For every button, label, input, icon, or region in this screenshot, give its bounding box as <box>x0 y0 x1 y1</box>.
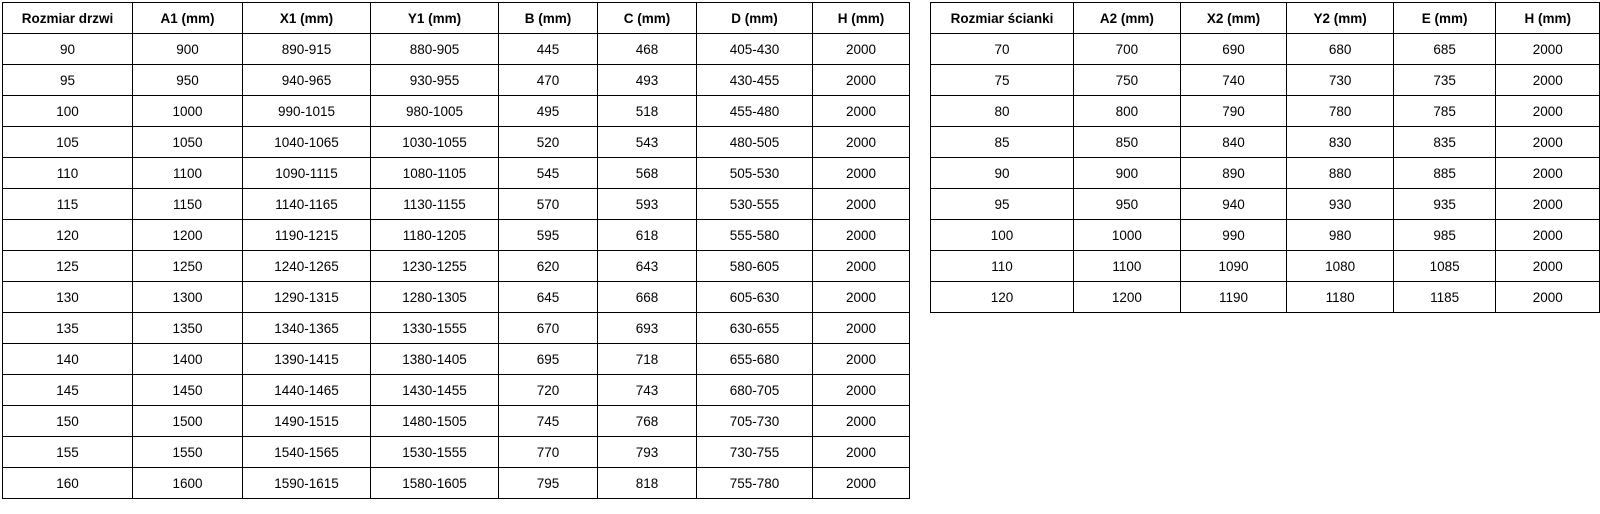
table-row <box>931 65 1600 96</box>
doors-cell: 1580-1605 <box>371 468 499 499</box>
doors-cell: 2000 <box>813 251 910 282</box>
doors-cell: 1200 <box>133 220 243 251</box>
walls-cell: 885 <box>1393 158 1496 189</box>
walls-cell: 75 <box>931 65 1074 96</box>
doors-cell: 668 <box>598 282 697 313</box>
walls-cell: 930 <box>1287 189 1394 220</box>
walls-table-body <box>931 34 1600 313</box>
doors-cell: 1300 <box>133 282 243 313</box>
walls-cell: 980 <box>1287 220 1394 251</box>
doors-cell: 520 <box>499 127 598 158</box>
doors-cell: 505-530 <box>697 158 813 189</box>
doors-cell: 880-905 <box>371 34 499 65</box>
doors-cell: 890-915 <box>243 34 371 65</box>
doors-cell: 720 <box>499 375 598 406</box>
doors-cell: 2000 <box>813 375 910 406</box>
doors-cell: 155 <box>3 437 133 468</box>
walls-cell: 1000 <box>1074 220 1181 251</box>
table-row <box>3 375 910 406</box>
table-row <box>931 251 1600 282</box>
doors-cell: 125 <box>3 251 133 282</box>
doors-cell: 493 <box>598 65 697 96</box>
doors-cell: 543 <box>598 127 697 158</box>
walls-cell: 935 <box>1393 189 1496 220</box>
doors-cell: 100 <box>3 96 133 127</box>
doors-cell: 468 <box>598 34 697 65</box>
table-row <box>931 96 1600 127</box>
doors-cell: 1030-1055 <box>371 127 499 158</box>
doors-cell: 1330-1555 <box>371 313 499 344</box>
walls-cell: 730 <box>1287 65 1394 96</box>
table-row <box>3 127 910 158</box>
walls-column-header: E (mm) <box>1393 3 1496 34</box>
doors-cell: 2000 <box>813 282 910 313</box>
doors-cell: 545 <box>499 158 598 189</box>
table-row <box>3 158 910 189</box>
doors-table-container <box>2 2 910 499</box>
walls-cell: 840 <box>1180 127 1287 158</box>
table-row <box>3 406 910 437</box>
doors-dimensions-table <box>2 2 910 499</box>
doors-cell: 445 <box>499 34 598 65</box>
walls-cell: 830 <box>1287 127 1394 158</box>
doors-cell: 768 <box>598 406 697 437</box>
walls-cell: 680 <box>1287 34 1394 65</box>
walls-cell: 2000 <box>1496 65 1600 96</box>
doors-cell: 1350 <box>133 313 243 344</box>
doors-cell: 618 <box>598 220 697 251</box>
doors-cell: 2000 <box>813 189 910 220</box>
walls-cell: 890 <box>1180 158 1287 189</box>
doors-cell: 2000 <box>813 158 910 189</box>
doors-cell: 693 <box>598 313 697 344</box>
doors-cell: 718 <box>598 344 697 375</box>
doors-cell: 150 <box>3 406 133 437</box>
doors-cell: 818 <box>598 468 697 499</box>
doors-cell: 1000 <box>133 96 243 127</box>
doors-cell: 2000 <box>813 34 910 65</box>
walls-cell: 1190 <box>1180 282 1287 313</box>
doors-cell: 555-580 <box>697 220 813 251</box>
doors-cell: 605-630 <box>697 282 813 313</box>
doors-cell: 110 <box>3 158 133 189</box>
table-header-row <box>3 3 910 34</box>
doors-cell: 470 <box>499 65 598 96</box>
doors-cell: 643 <box>598 251 697 282</box>
walls-column-header: Rozmiar ścianki <box>931 3 1074 34</box>
doors-cell: 2000 <box>813 437 910 468</box>
doors-cell: 2000 <box>813 96 910 127</box>
doors-cell: 2000 <box>813 468 910 499</box>
table-row <box>3 437 910 468</box>
walls-cell: 80 <box>931 96 1074 127</box>
doors-cell: 1290-1315 <box>243 282 371 313</box>
walls-cell: 785 <box>1393 96 1496 127</box>
walls-cell: 110 <box>931 251 1074 282</box>
table-row <box>3 344 910 375</box>
doors-cell: 95 <box>3 65 133 96</box>
walls-cell: 750 <box>1074 65 1181 96</box>
table-row <box>3 251 910 282</box>
walls-cell: 1085 <box>1393 251 1496 282</box>
doors-cell: 620 <box>499 251 598 282</box>
table-row <box>931 220 1600 251</box>
doors-cell: 950 <box>133 65 243 96</box>
doors-cell: 1500 <box>133 406 243 437</box>
walls-cell: 120 <box>931 282 1074 313</box>
doors-cell: 755-780 <box>697 468 813 499</box>
walls-cell: 700 <box>1074 34 1181 65</box>
doors-column-header: X1 (mm) <box>243 3 371 34</box>
walls-cell: 1180 <box>1287 282 1394 313</box>
doors-cell: 1080-1105 <box>371 158 499 189</box>
table-row <box>3 65 910 96</box>
doors-cell: 1540-1565 <box>243 437 371 468</box>
doors-cell: 145 <box>3 375 133 406</box>
doors-cell: 1130-1155 <box>371 189 499 220</box>
walls-cell: 70 <box>931 34 1074 65</box>
doors-cell: 900 <box>133 34 243 65</box>
doors-cell: 680-705 <box>697 375 813 406</box>
doors-cell: 530-555 <box>697 189 813 220</box>
doors-cell: 795 <box>499 468 598 499</box>
doors-cell: 580-605 <box>697 251 813 282</box>
doors-cell: 1140-1165 <box>243 189 371 220</box>
doors-cell: 695 <box>499 344 598 375</box>
doors-cell: 743 <box>598 375 697 406</box>
doors-cell: 990-1015 <box>243 96 371 127</box>
doors-cell: 130 <box>3 282 133 313</box>
doors-cell: 593 <box>598 189 697 220</box>
walls-cell: 740 <box>1180 65 1287 96</box>
doors-column-header: A1 (mm) <box>133 3 243 34</box>
walls-cell: 790 <box>1180 96 1287 127</box>
walls-cell: 850 <box>1074 127 1181 158</box>
table-row <box>3 468 910 499</box>
walls-column-header: Y2 (mm) <box>1287 3 1394 34</box>
doors-cell: 120 <box>3 220 133 251</box>
doors-cell: 1590-1615 <box>243 468 371 499</box>
doors-cell: 1230-1255 <box>371 251 499 282</box>
walls-cell: 800 <box>1074 96 1181 127</box>
doors-cell: 1400 <box>133 344 243 375</box>
doors-cell: 1480-1505 <box>371 406 499 437</box>
doors-cell: 1150 <box>133 189 243 220</box>
doors-cell: 2000 <box>813 406 910 437</box>
walls-cell: 2000 <box>1496 96 1600 127</box>
doors-cell: 705-730 <box>697 406 813 437</box>
doors-cell: 1100 <box>133 158 243 189</box>
doors-cell: 1090-1115 <box>243 158 371 189</box>
doors-column-header: Rozmiar drzwi <box>3 3 133 34</box>
doors-cell: 455-480 <box>697 96 813 127</box>
doors-cell: 405-430 <box>697 34 813 65</box>
doors-cell: 793 <box>598 437 697 468</box>
table-row <box>931 189 1600 220</box>
doors-cell: 2000 <box>813 220 910 251</box>
table-header-row <box>931 3 1600 34</box>
doors-cell: 2000 <box>813 344 910 375</box>
doors-column-header: C (mm) <box>598 3 697 34</box>
walls-cell: 2000 <box>1496 251 1600 282</box>
walls-cell: 880 <box>1287 158 1394 189</box>
doors-cell: 1450 <box>133 375 243 406</box>
doors-cell: 115 <box>3 189 133 220</box>
walls-cell: 2000 <box>1496 282 1600 313</box>
doors-cell: 1050 <box>133 127 243 158</box>
walls-table-container <box>930 2 1600 313</box>
doors-cell: 105 <box>3 127 133 158</box>
doors-column-header: D (mm) <box>697 3 813 34</box>
table-row <box>3 220 910 251</box>
walls-cell: 85 <box>931 127 1074 158</box>
walls-cell: 2000 <box>1496 127 1600 158</box>
doors-table-header <box>3 3 910 34</box>
walls-dimensions-table <box>930 2 1600 313</box>
walls-cell: 780 <box>1287 96 1394 127</box>
doors-cell: 2000 <box>813 127 910 158</box>
walls-cell: 2000 <box>1496 34 1600 65</box>
walls-cell: 900 <box>1074 158 1181 189</box>
doors-table-body <box>3 34 910 499</box>
walls-cell: 835 <box>1393 127 1496 158</box>
doors-column-header: Y1 (mm) <box>371 3 499 34</box>
doors-cell: 90 <box>3 34 133 65</box>
walls-cell: 1200 <box>1074 282 1181 313</box>
table-row <box>3 96 910 127</box>
doors-cell: 1390-1415 <box>243 344 371 375</box>
doors-cell: 1280-1305 <box>371 282 499 313</box>
walls-cell: 1100 <box>1074 251 1181 282</box>
walls-column-header: H (mm) <box>1496 3 1600 34</box>
doors-cell: 1490-1515 <box>243 406 371 437</box>
walls-cell: 1080 <box>1287 251 1394 282</box>
doors-cell: 160 <box>3 468 133 499</box>
walls-cell: 1185 <box>1393 282 1496 313</box>
doors-cell: 1440-1465 <box>243 375 371 406</box>
walls-cell: 735 <box>1393 65 1496 96</box>
doors-cell: 1190-1215 <box>243 220 371 251</box>
doors-cell: 135 <box>3 313 133 344</box>
walls-column-header: X2 (mm) <box>1180 3 1287 34</box>
doors-cell: 1240-1265 <box>243 251 371 282</box>
table-row <box>3 282 910 313</box>
doors-cell: 1180-1205 <box>371 220 499 251</box>
doors-cell: 745 <box>499 406 598 437</box>
walls-cell: 2000 <box>1496 189 1600 220</box>
table-row <box>931 127 1600 158</box>
doors-cell: 140 <box>3 344 133 375</box>
doors-cell: 595 <box>499 220 598 251</box>
table-row <box>931 158 1600 189</box>
table-row <box>931 282 1600 313</box>
walls-cell: 90 <box>931 158 1074 189</box>
table-row <box>3 313 910 344</box>
walls-cell: 95 <box>931 189 1074 220</box>
doors-column-header: H (mm) <box>813 3 910 34</box>
doors-cell: 570 <box>499 189 598 220</box>
walls-cell: 1090 <box>1180 251 1287 282</box>
walls-cell: 2000 <box>1496 158 1600 189</box>
walls-cell: 940 <box>1180 189 1287 220</box>
walls-cell: 690 <box>1180 34 1287 65</box>
doors-cell: 1040-1065 <box>243 127 371 158</box>
doors-cell: 670 <box>499 313 598 344</box>
doors-cell: 430-455 <box>697 65 813 96</box>
table-row <box>3 189 910 220</box>
doors-cell: 655-680 <box>697 344 813 375</box>
walls-cell: 2000 <box>1496 220 1600 251</box>
doors-cell: 1380-1405 <box>371 344 499 375</box>
doors-cell: 1340-1365 <box>243 313 371 344</box>
walls-cell: 100 <box>931 220 1074 251</box>
walls-cell: 990 <box>1180 220 1287 251</box>
doors-column-header: B (mm) <box>499 3 598 34</box>
doors-cell: 518 <box>598 96 697 127</box>
doors-cell: 1530-1555 <box>371 437 499 468</box>
doors-cell: 980-1005 <box>371 96 499 127</box>
table-row <box>3 34 910 65</box>
doors-cell: 495 <box>499 96 598 127</box>
doors-cell: 730-755 <box>697 437 813 468</box>
walls-cell: 685 <box>1393 34 1496 65</box>
walls-column-header: A2 (mm) <box>1074 3 1181 34</box>
doors-cell: 2000 <box>813 313 910 344</box>
walls-cell: 950 <box>1074 189 1181 220</box>
doors-cell: 1550 <box>133 437 243 468</box>
table-row <box>931 34 1600 65</box>
doors-cell: 1430-1455 <box>371 375 499 406</box>
doors-cell: 568 <box>598 158 697 189</box>
doors-cell: 645 <box>499 282 598 313</box>
walls-table-header <box>931 3 1600 34</box>
doors-cell: 930-955 <box>371 65 499 96</box>
doors-cell: 1600 <box>133 468 243 499</box>
doors-cell: 630-655 <box>697 313 813 344</box>
doors-cell: 770 <box>499 437 598 468</box>
walls-cell: 985 <box>1393 220 1496 251</box>
doors-cell: 480-505 <box>697 127 813 158</box>
doors-cell: 2000 <box>813 65 910 96</box>
doors-cell: 940-965 <box>243 65 371 96</box>
doors-cell: 1250 <box>133 251 243 282</box>
